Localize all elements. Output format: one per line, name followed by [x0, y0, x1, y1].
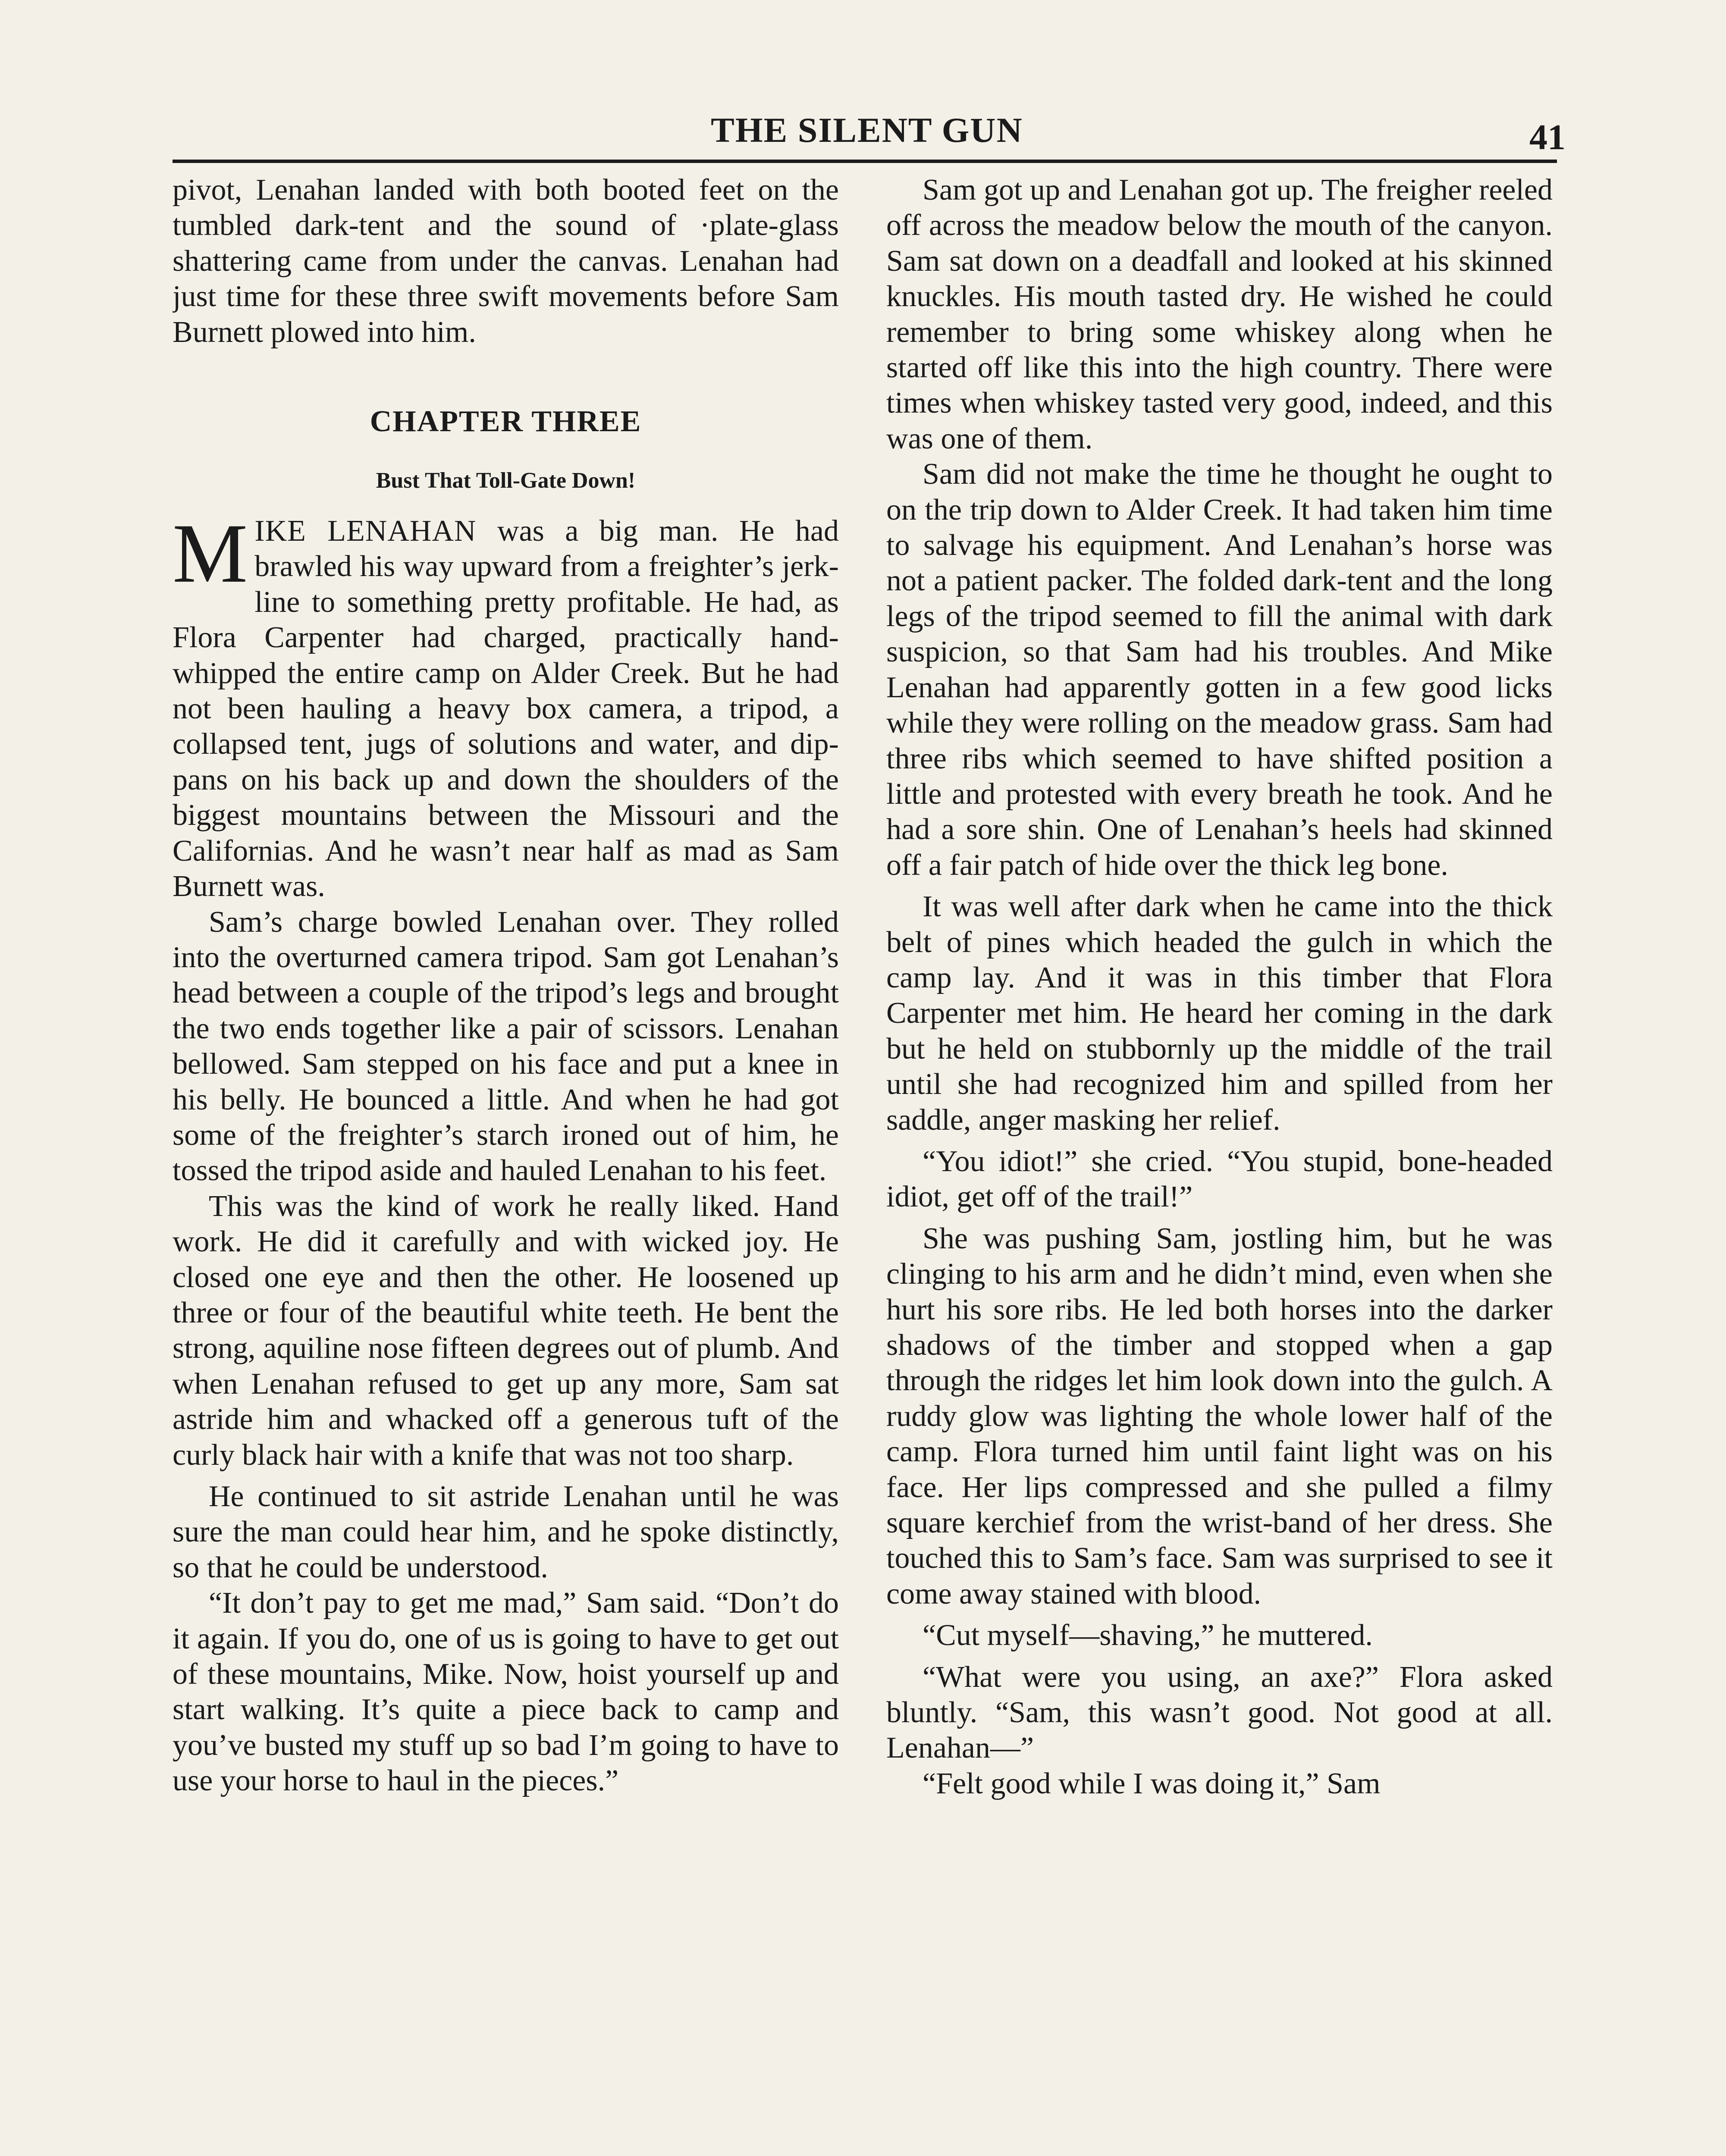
chapter-title: CHAPTER THREE [370, 405, 642, 439]
header-rule [173, 160, 1557, 163]
opening-text: was a big man. He had brawled his way upward from a freighter’s jerk-line to something pretty profitable. He had, as Flora Carpenter had charged, practically hand-whipped the entire camp on Alder Creek. But he had not been hauling a heavy box camera, a tripod, a collapsed tent, jugs of solutions and water, and dip-pans on his back up and down the shoulders of the biggest mountains between the Missouri and the Californias. And he wasn’t near half as mad as Sam Burnett was. [173, 514, 839, 903]
chapter-subtitle: Bust That Toll-Gate Down! [376, 468, 636, 493]
paragraph: “What were you using, an axe?” Flora asked bluntly. “Sam, this wasn’t good. Not good at all. Lenahan—” [886, 1660, 1553, 1765]
paragraph: “Cut myself—shaving,” he muttered. [923, 1619, 1373, 1652]
running-title: THE SILENT GUN [711, 110, 1023, 150]
paragraph: “You idiot!” she cried. “You stupid, bone-headed idiot, get off of the trail!” [886, 1144, 1553, 1214]
paragraph: Sam did not make the time he thought he ought to on the trip down to Alder Creek. It had taken him time to salvage his equipment. And Lenahan’s horse was not a patient packer. The folded dark-tent and the long legs of the tripod seemed to fill the animal with dark suspicion, so that Sam had his troubles. And Mike Lenahan had apparently gotten in a few good licks while they were rolling on the meadow grass. Sam had three ribs which seemed to have shifted position a little and protested with every breath he took. And he had a sore shin. One of Lenahan’s heels had skinned off a fair patch of hide over the thick leg bone. [886, 458, 1553, 882]
right-column [886, 172, 1553, 2156]
paragraph: “It don’t pay to get me mad,” Sam said. “Don’t do it again. If you do, one of us is going to have to get out of these mountains, Mike. Now, hoist yourself up and start walking. It’s quite a piece back to camp and you’ve busted my stuff up so bad I’m going to have to use your horse to haul in the pieces.” [173, 1586, 839, 1798]
paragraph: This was the kind of work he really liked. Hand work. He did it carefully and with wicked joy. He closed one eye and then the other. He loosened up three or four of the beautiful white teeth. He bent the strong, aquiline nose fifteen degrees out of plumb. And when Lenahan refused to get up any more, Sam sat astride him and whacked off a generous tuft of the curly black hair with a knife that was not too sharp. [173, 1189, 839, 1472]
chapter-opening-paragraph [173, 507, 839, 904]
page-number: 41 [1529, 117, 1566, 157]
opening-caps: IKE LENAHAN [254, 514, 477, 548]
paragraph: “Felt good while I was doing it,” Sam [923, 1767, 1381, 1800]
paragraph: Sam’s charge bowled Lenahan over. They rolled into the overturned camera tripod. Sam got Lenahan’s head between a couple of the tripod’s legs and brought the two ends together like a pair of scissors. Lenahan bellowed. Sam stepped on his face and put a knee in his belly. He bounced a little. And when he had got some of the freighter’s starch ironed out of him, he tossed the tripod aside and hauled Lenahan to his feet. [173, 905, 839, 1188]
paragraph: It was well after dark when he came into the thick belt of pines which headed the gulch in which the camp lay. And it was in this timber that Flora Carpenter met him. He heard her coming in the dark but he held on stubbornly up the middle of the trail until she had recognized him and spilled from her saddle, anger masking her relief. [886, 890, 1553, 1137]
intro-paragraph: pivot, Lenahan landed with both booted feet on the tumbled dark-tent and the sound of ·plate-glass shattering came from under the canvas. Lenahan had just time for these three swift movements before Sam Burnett plowed into him. [173, 173, 839, 349]
paragraph: She was pushing Sam, jostling him, but he was clinging to his arm and he didn’t mind, even when she hurt his sore ribs. He led both horses into the darker shadows of the timber and stopped when a gap through the ridges let him look down into the gulch. A ruddy glow was lighting the whole lower half of the camp. Flora turned him until faint light was on his face. Her lips compressed and she pulled a filmy square kerchief from the wrist-band of her dress. She touched this to Sam’s face. Sam was surprised to see it come away stained with blood. [886, 1222, 1553, 1611]
paragraph: Sam got up and Lenahan got up. The freigher reeled off across the meadow below the mouth of the canyon. Sam sat down on a deadfall and looked at his skinned knuckles. His mouth tasted dry. He wished he could remember to bring some whiskey along when he started off like this into the high country. There were times when whiskey tasted very good, indeed, and this was one of them. [886, 173, 1553, 455]
drop-cap: M [173, 507, 248, 601]
left-column [173, 172, 839, 2156]
paragraph: He continued to sit astride Lenahan until he was sure the man could hear him, and he spoke distinctly, so that he could be understood. [173, 1480, 839, 1584]
